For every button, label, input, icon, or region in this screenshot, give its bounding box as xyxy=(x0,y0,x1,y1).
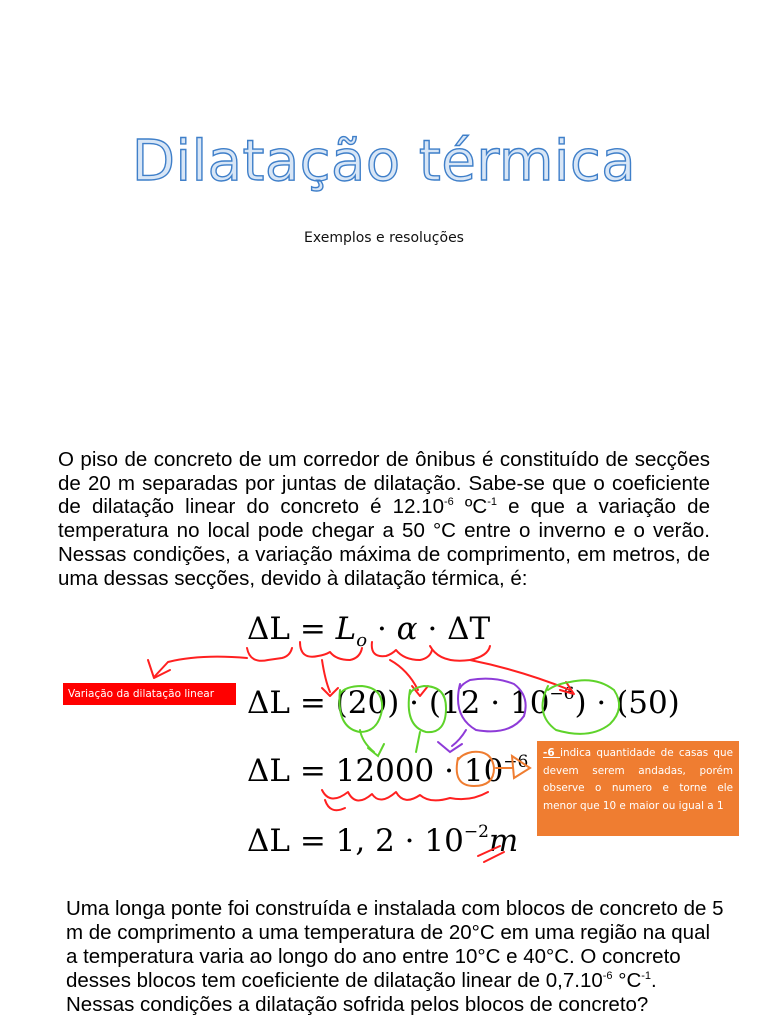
equation-substitution: $\Delta L = (20) \cdot (12 \cdot 10^{-6}) \cdot (50)$ xyxy=(247,684,680,721)
problem-2-statement: Uma longa ponte foi construída e instalada com blocos de concreto de 5 m de comprimento a uma temperatura de 20°C em uma região na qual a temperatura varia ao longo do ano entre 10°C e 40°C. O concreto desses blocos tem coeficiente de dilatação linear de $0,7.10^{-6}$ $^\circ C^{-1}$. Nessas condições a dilatação sofrida pelos blocos de concreto? xyxy=(66,897,724,1016)
scribble-12000 xyxy=(322,790,488,801)
equation-product: $\Delta L = 12000 \cdot 10^{-6}$ xyxy=(247,752,529,789)
arrow-to-label xyxy=(155,657,247,676)
page-title: Dilatação térmica xyxy=(131,129,637,194)
equation-formula: $\Delta L = L_o \cdot \alpha \cdot \Delta T$ xyxy=(247,611,491,652)
exponent-explanation-note: -6 indica quantidade de casas que devem serem andadas, porém observe o numero e torne ele menor que 10 e maior ou igual a 1 xyxy=(537,741,739,836)
delta-l-annotation-label: Variação da dilatação linear xyxy=(63,683,236,705)
equation-result: ΔL = 1, $2 \cdot 10^{-2}m$ xyxy=(247,822,519,859)
page-subtitle: Exemplos e resoluções xyxy=(304,230,464,246)
problem-1-statement: O piso de concreto de um corredor de ônibus é constituído de secções de 20 m separadas por juntas de dilatação. Sabe-se que o coeficiente de dilatação linear do concreto é $12.10^{-6}$ ºC$^{-1}$ e que a variação de temperatura no local pode chegar a 50 °C entre o inverno e o verão. Nessas condições, a variação máxima de comprimento, em metros, de uma dessas secções, devido à dilatação térmica, é: xyxy=(58,448,710,590)
arrowhead-label xyxy=(148,660,170,678)
